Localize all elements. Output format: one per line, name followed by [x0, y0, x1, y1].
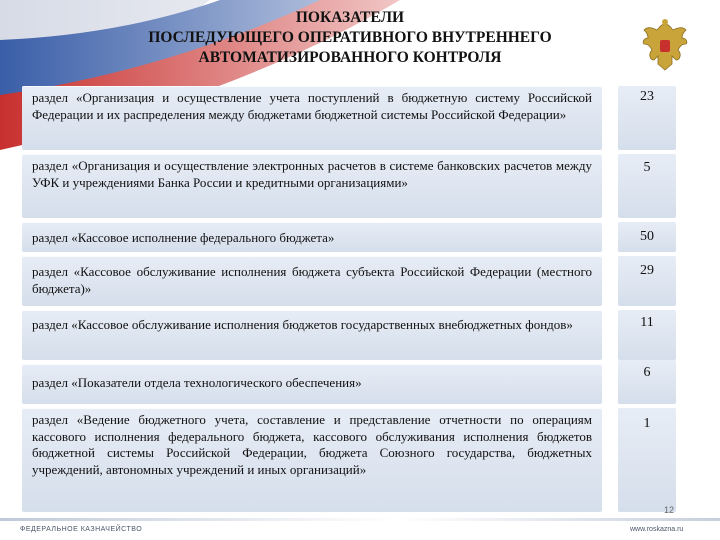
- section-row-text: раздел «Кассовое исполнение федерального бюджета»: [22, 222, 602, 252]
- page-number: 12: [664, 505, 675, 515]
- section-row-text: раздел «Ведение бюджетного учета, составление и представление отчетности по операциям кассового исполнения федерального бюджета, кассового обслуживания исполнения бюджетов бюджетной системы Российской Федерации, бюджета Союзного государства, бюджетных учреждений, автономных учреждений и иных организаций»: [22, 408, 602, 512]
- section-row-value: 5: [618, 154, 676, 218]
- section-row-text: раздел «Организация и осуществление учета поступлений в бюджетную систему Российской Федерации и их распределения между бюджетами бюджетной системы Российской Федерации»: [22, 86, 602, 150]
- footer-website-link[interactable]: www.roskazna.ru: [630, 526, 684, 533]
- double-headed-eagle-emblem-icon: [636, 16, 694, 74]
- footer-organization: ФЕДЕРАЛЬНОЕ КАЗНАЧЕЙСТВО: [20, 526, 143, 533]
- section-row-text: раздел «Показатели отдела технологического обеспечения»: [22, 364, 602, 404]
- section-row-value: 1: [618, 408, 676, 512]
- page-title: [90, 8, 610, 68]
- section-row-value: 23: [618, 86, 676, 150]
- section-row-text: раздел «Кассовое обслуживание исполнения бюджетов государственных внебюджетных фондов»: [22, 310, 602, 360]
- section-row-value: 11: [618, 310, 676, 360]
- section-row-text: раздел «Организация и осуществление электронных расчетов в системе банковских расчетов между УФК и учреждениями Банка России и кредитными организациями»: [22, 154, 602, 218]
- footer-divider: [0, 518, 720, 521]
- title-line: ПОКАЗАТЕЛИ: [295, 9, 405, 26]
- section-row-value: 29: [618, 256, 676, 306]
- title-line: ПОСЛЕДУЮЩЕГО ОПЕРАТИВНОГО ВНУТРЕННЕГО: [148, 29, 552, 46]
- title-line: АВТОМАТИЗИРОВАННОГО КОНТРОЛЯ: [198, 49, 502, 66]
- section-row-value: 6: [618, 360, 676, 404]
- section-row-text: раздел «Кассовое обслуживание исполнения бюджета субъекта Российской Федерации (местного бюджета)»: [22, 256, 602, 306]
- section-row-value: 50: [618, 222, 676, 252]
